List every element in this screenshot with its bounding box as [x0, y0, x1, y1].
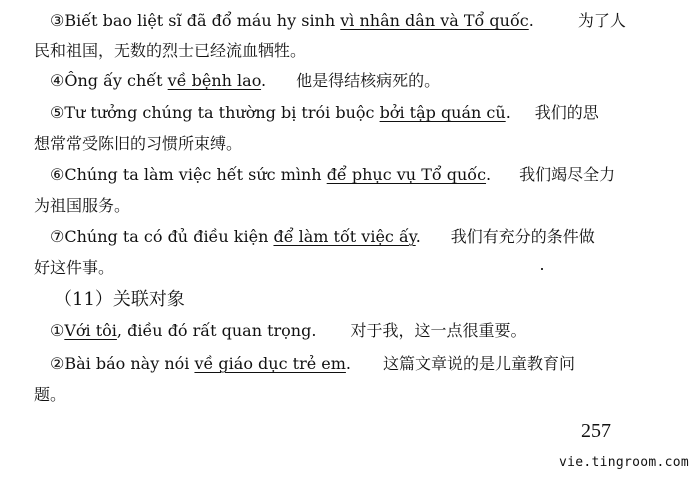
example-5-number: ⑤	[50, 103, 65, 122]
example-1-underlined-phrase: Với tôi	[64, 321, 117, 340]
section-heading	[54, 289, 185, 311]
example-7-line-1	[50, 227, 595, 247]
example-2-line-1	[50, 354, 575, 374]
example-5-line-1	[50, 103, 599, 123]
example-6-line-2	[34, 196, 130, 216]
example-2-chinese-part-1: 这篇文章说的是儿童教育问	[383, 354, 576, 373]
example-1-number: ①	[50, 321, 65, 340]
example-5-chinese-part-1: 我们的思	[534, 103, 599, 122]
example-6-line-1	[50, 165, 615, 185]
example-2-number: ②	[50, 354, 65, 373]
example-7-vietnamese: Chúng ta có đủ điều kiện	[64, 227, 274, 246]
example-1-line	[50, 321, 526, 341]
example-3-chinese-part-2: 民和祖国，无数的烈士已经流血牺牲。	[34, 41, 307, 60]
watermark-text: vie.tingroom.com	[559, 455, 689, 470]
example-3-line-2	[34, 41, 306, 61]
example-7-chinese-part-1: 我们有充分的条件做	[450, 227, 595, 246]
example-2-period: .	[345, 354, 351, 373]
example-1-vietnamese: , điều đó rất quan trọng.	[116, 321, 317, 340]
example-4-line	[50, 71, 440, 91]
example-6-chinese-part-1: 我们竭尽全力	[519, 165, 616, 184]
example-7-line-2	[34, 258, 114, 278]
example-6-chinese-part-2: 为祖国服务。	[34, 196, 131, 215]
section-heading-text: （11）关联对象	[54, 289, 185, 310]
page-number	[581, 421, 611, 441]
example-6-underlined-phrase: để phục vụ Tổ quốc	[326, 165, 487, 184]
example-5-chinese-part-2: 想常常受陈旧的习惯所束缚。	[34, 134, 243, 153]
example-6-number: ⑥	[50, 165, 65, 184]
example-2-chinese-part-2: 题。	[34, 385, 67, 404]
example-3-chinese-part-1: 为了人	[577, 11, 626, 30]
example-5-line-2	[34, 134, 242, 154]
example-7-chinese-part-2: 好这件事。	[34, 258, 115, 277]
example-7-number: ⑦	[50, 227, 65, 246]
example-5-underlined-phrase: bởi tập quán cũ	[379, 103, 506, 122]
example-2-underlined-phrase: về giáo dục trẻ em	[194, 354, 346, 373]
speck-mark	[541, 268, 543, 270]
example-3-underlined-phrase: vì nhân dân và Tổ quốc	[340, 11, 529, 30]
example-5-period: .	[505, 103, 511, 122]
example-4-vietnamese: Ông ấy chết	[64, 71, 168, 90]
site-watermark	[559, 453, 689, 473]
example-4-number: ④	[50, 71, 65, 90]
example-3-number: ③	[50, 11, 65, 30]
example-2-vietnamese: Bài báo này nói	[64, 354, 195, 373]
example-6-vietnamese: Chúng ta làm việc hết sức mình	[64, 165, 327, 184]
example-4-period: .	[261, 71, 267, 90]
example-3-line-1	[50, 11, 626, 31]
page-number-text: 257	[581, 420, 611, 442]
example-3-vietnamese: Biết bao liệt sĩ đã đổ máu hy sinh	[64, 11, 341, 30]
example-7-underlined-phrase: để làm tốt việc ấy	[273, 227, 416, 246]
example-5-vietnamese: Tư tưởng chúng ta thường bị trói buộc	[64, 103, 380, 122]
example-7-period: .	[415, 227, 421, 246]
example-4-chinese: 他是得结核病死的。	[296, 71, 441, 90]
example-3-period: .	[528, 11, 534, 30]
example-1-chinese: 对于我，这一点很重要。	[350, 321, 527, 340]
example-4-underlined-phrase: về bệnh lao	[167, 71, 262, 90]
example-2-line-2	[34, 385, 66, 405]
example-6-period: .	[486, 165, 492, 184]
